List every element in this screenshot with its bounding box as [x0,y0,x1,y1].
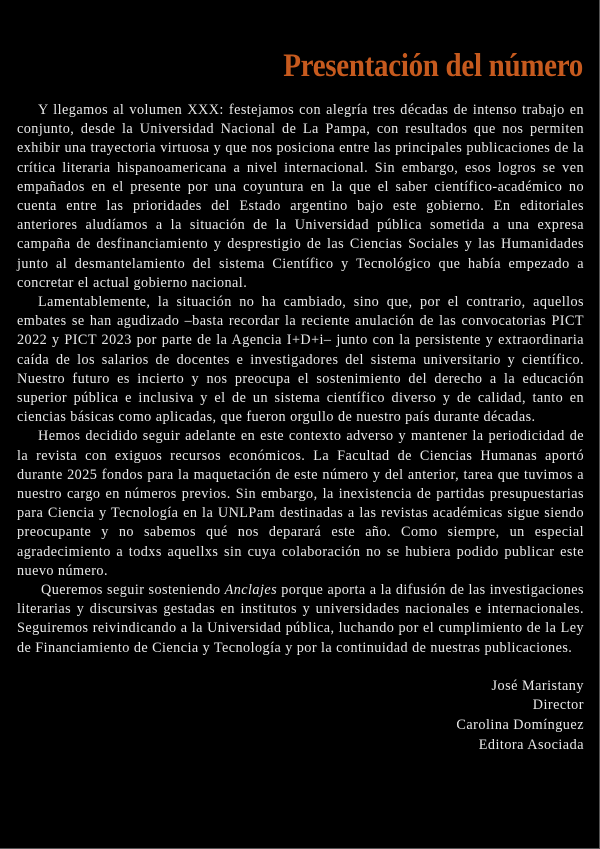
document-body [17,101,584,755]
journal-name: Anclajes [224,582,278,599]
signature-name-2: Carolina Domínguez [456,717,584,734]
signature-role-1: Director [532,697,584,714]
page-title: Presentación del número [283,48,583,84]
signature-block [17,677,584,755]
paragraph-2: Lamentablemente, la situación no ha cambiado, sino que, por el contrario, aquellos embates se han agudizado –basta recordar la reciente anulación de las convocatorias PICT 2022 y PICT 2023 por parte de la Agencia I+D+i– junto con la persistente y extraordinaria caída de los salarios de docentes e investigadores del sistema universitario y científico. Nuestro futuro es incierto y nos preocupa el sostenimiento del derecho a la educación superior pública e inclusiva y el de un sistema científico diverso y de calidad, tanto en ciencias básicas como aplicadas, que fueron orgullo de nuestro país durante décadas. [17,294,584,426]
signature-name-1: José Maristany [491,677,584,694]
paragraph-3: Hemos decidido seguir adelante en este contexto adverso y mantener la periodicidad de la revista con exiguos recursos económicos. La Facultad de Ciencias Humanas aportó durante 2025 fondos para la maquetación de este número y del anterior, tarea que tuvimos a nuestro cargo en números previos. Sin embargo, la inexistencia de partidas presupuestarias para Ciencia y Tecnología en la UNLPam destinadas a las revistas académicas sigue siendo preocupante y no sabemos qué nos deparará este año. Como siempre, un especial agradecimiento a todxs aquellxs sin cuya colaboración no se hubiera podido publicar este nuevo número. [17,428,584,579]
paragraph-4-start: Queremos seguir sosteniendo [41,582,225,599]
paragraph-4 [17,581,584,658]
paragraph-1: Y llegamos al volumen XXX: festejamos con alegría tres décadas de intenso trabajo en conjunto, desde la Universidad Nacional de La Pampa, con resultados que nos permiten exhibir una trayectoria virtuosa y que nos posiciona entre las principales publicaciones de la crítica literaria hispanoamericana a nivel internacional. Sin embargo, esos logros se ven empañados en el presente por una coyuntura en la que el saber científico-académico no cuenta entre las prioridades del Estado argentino bajo este gobierno. En editoriales anteriores aludíamos a la situación de la Universidad pública sometida a una expresa campaña de desfinanciamiento y desprestigio de las Ciencias Sociales y las Humanidades junto al desmantelamiento del sistema Científico y Tecnológico que había empezado a concretar el actual gobierno nacional. [17,102,584,291]
paragraph-4-end: porque aporta a la difusión de las investigaciones literarias y discursivas gestadas en institutos y universidades nacionales e internacionales. Seguiremos reivindicando a la Universidad pública, luchando por el cumplimiento de la Ley de Financiamiento de Ciencia y Tecnología y por la continuidad de nuestras publicaciones. [17,582,584,656]
signature-role-2: Editora Asociada [478,736,584,753]
